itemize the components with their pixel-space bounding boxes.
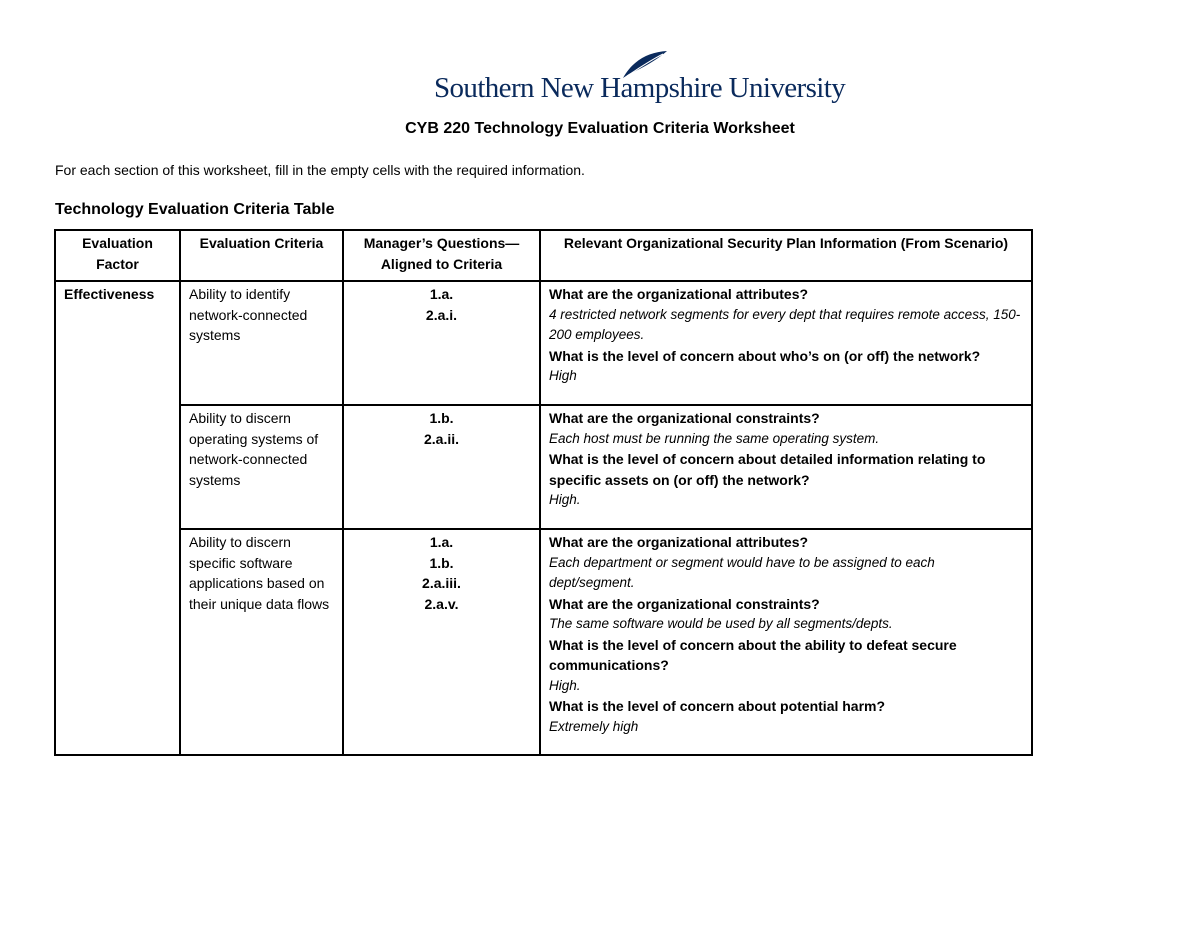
info-answer: High [549,368,577,383]
question-ref: 2.a.v. [424,595,459,612]
info-cell [540,405,1032,529]
question-ref: 2.a.i. [425,306,458,323]
criteria-cell: Ability to discern specific software applications based on their unique data flows [180,529,343,755]
info-question: What are the organizational attributes? [549,286,809,302]
info-question: What is the level of concern about detailed information relating to specific assets on (or off) the network? [549,451,986,488]
info-question: What are the organizational attributes? [549,534,809,550]
info-question: What are the organizational constraints? [549,410,820,426]
question-ref: 1.a. [429,286,454,302]
table-row [55,405,1032,529]
info-cell [540,529,1032,755]
criteria-cell: Ability to discern operating systems of network-connected systems [180,405,343,529]
evaluation-factor-cell: Effectiveness [55,281,180,755]
column-header: Relevant Organizational Security Plan Information (From Scenario) [540,230,1032,281]
section-heading: Technology Evaluation Criteria Table [55,201,335,218]
criteria-cell: Ability to identify network-connected systems [180,281,343,405]
question-ref: 2.a.iii. [422,575,461,591]
column-header: Manager’s Questions— Aligned to Criteria [343,230,540,281]
info-answer: High. [549,492,581,507]
info-cell [540,281,1032,405]
question-ref: 1.a. [429,534,454,550]
table-header-row [55,230,1032,281]
questions-cell [343,405,540,529]
question-ref: 1.b. [429,554,454,571]
info-answer: The same software would be used by all segments/depts. [549,616,893,631]
column-header: Evaluation Criteria [180,230,343,281]
questions-cell [343,281,540,405]
info-question: What are the organizational constraints? [549,595,820,612]
info-question: What is the level of concern about who’s on (or off) the network? [549,347,981,364]
info-answer: Extremely high [549,718,639,734]
table-row [55,529,1032,755]
column-header: Evaluation Factor [55,230,180,281]
document-title: CYB 220 Technology Evaluation Criteria Worksheet [405,120,795,137]
university-logo [434,50,846,106]
info-question: What is the level of concern about the ability to defeat secure communications? [549,636,957,673]
info-question: What is the level of concern about potential harm? [549,698,886,714]
info-answer: Each department or segment would have to be assigned to each dept/segment. [549,554,935,590]
table-row [55,281,1032,405]
criteria-table [54,229,1033,756]
questions-cell [343,529,540,755]
info-answer: Each host must be running the same operating system. [549,430,880,446]
question-ref: 1.b. [429,410,454,426]
instructions-text: For each section of this worksheet, fill in the empty cells with the required information. [55,162,585,178]
info-answer: High. [549,677,581,693]
question-ref: 2.a.ii. [423,430,460,447]
university-name: Southern New Hampshire University [434,72,846,104]
info-answer: 4 restricted network segments for every dept that requires remote access, 150-200 employees. [549,306,1021,342]
